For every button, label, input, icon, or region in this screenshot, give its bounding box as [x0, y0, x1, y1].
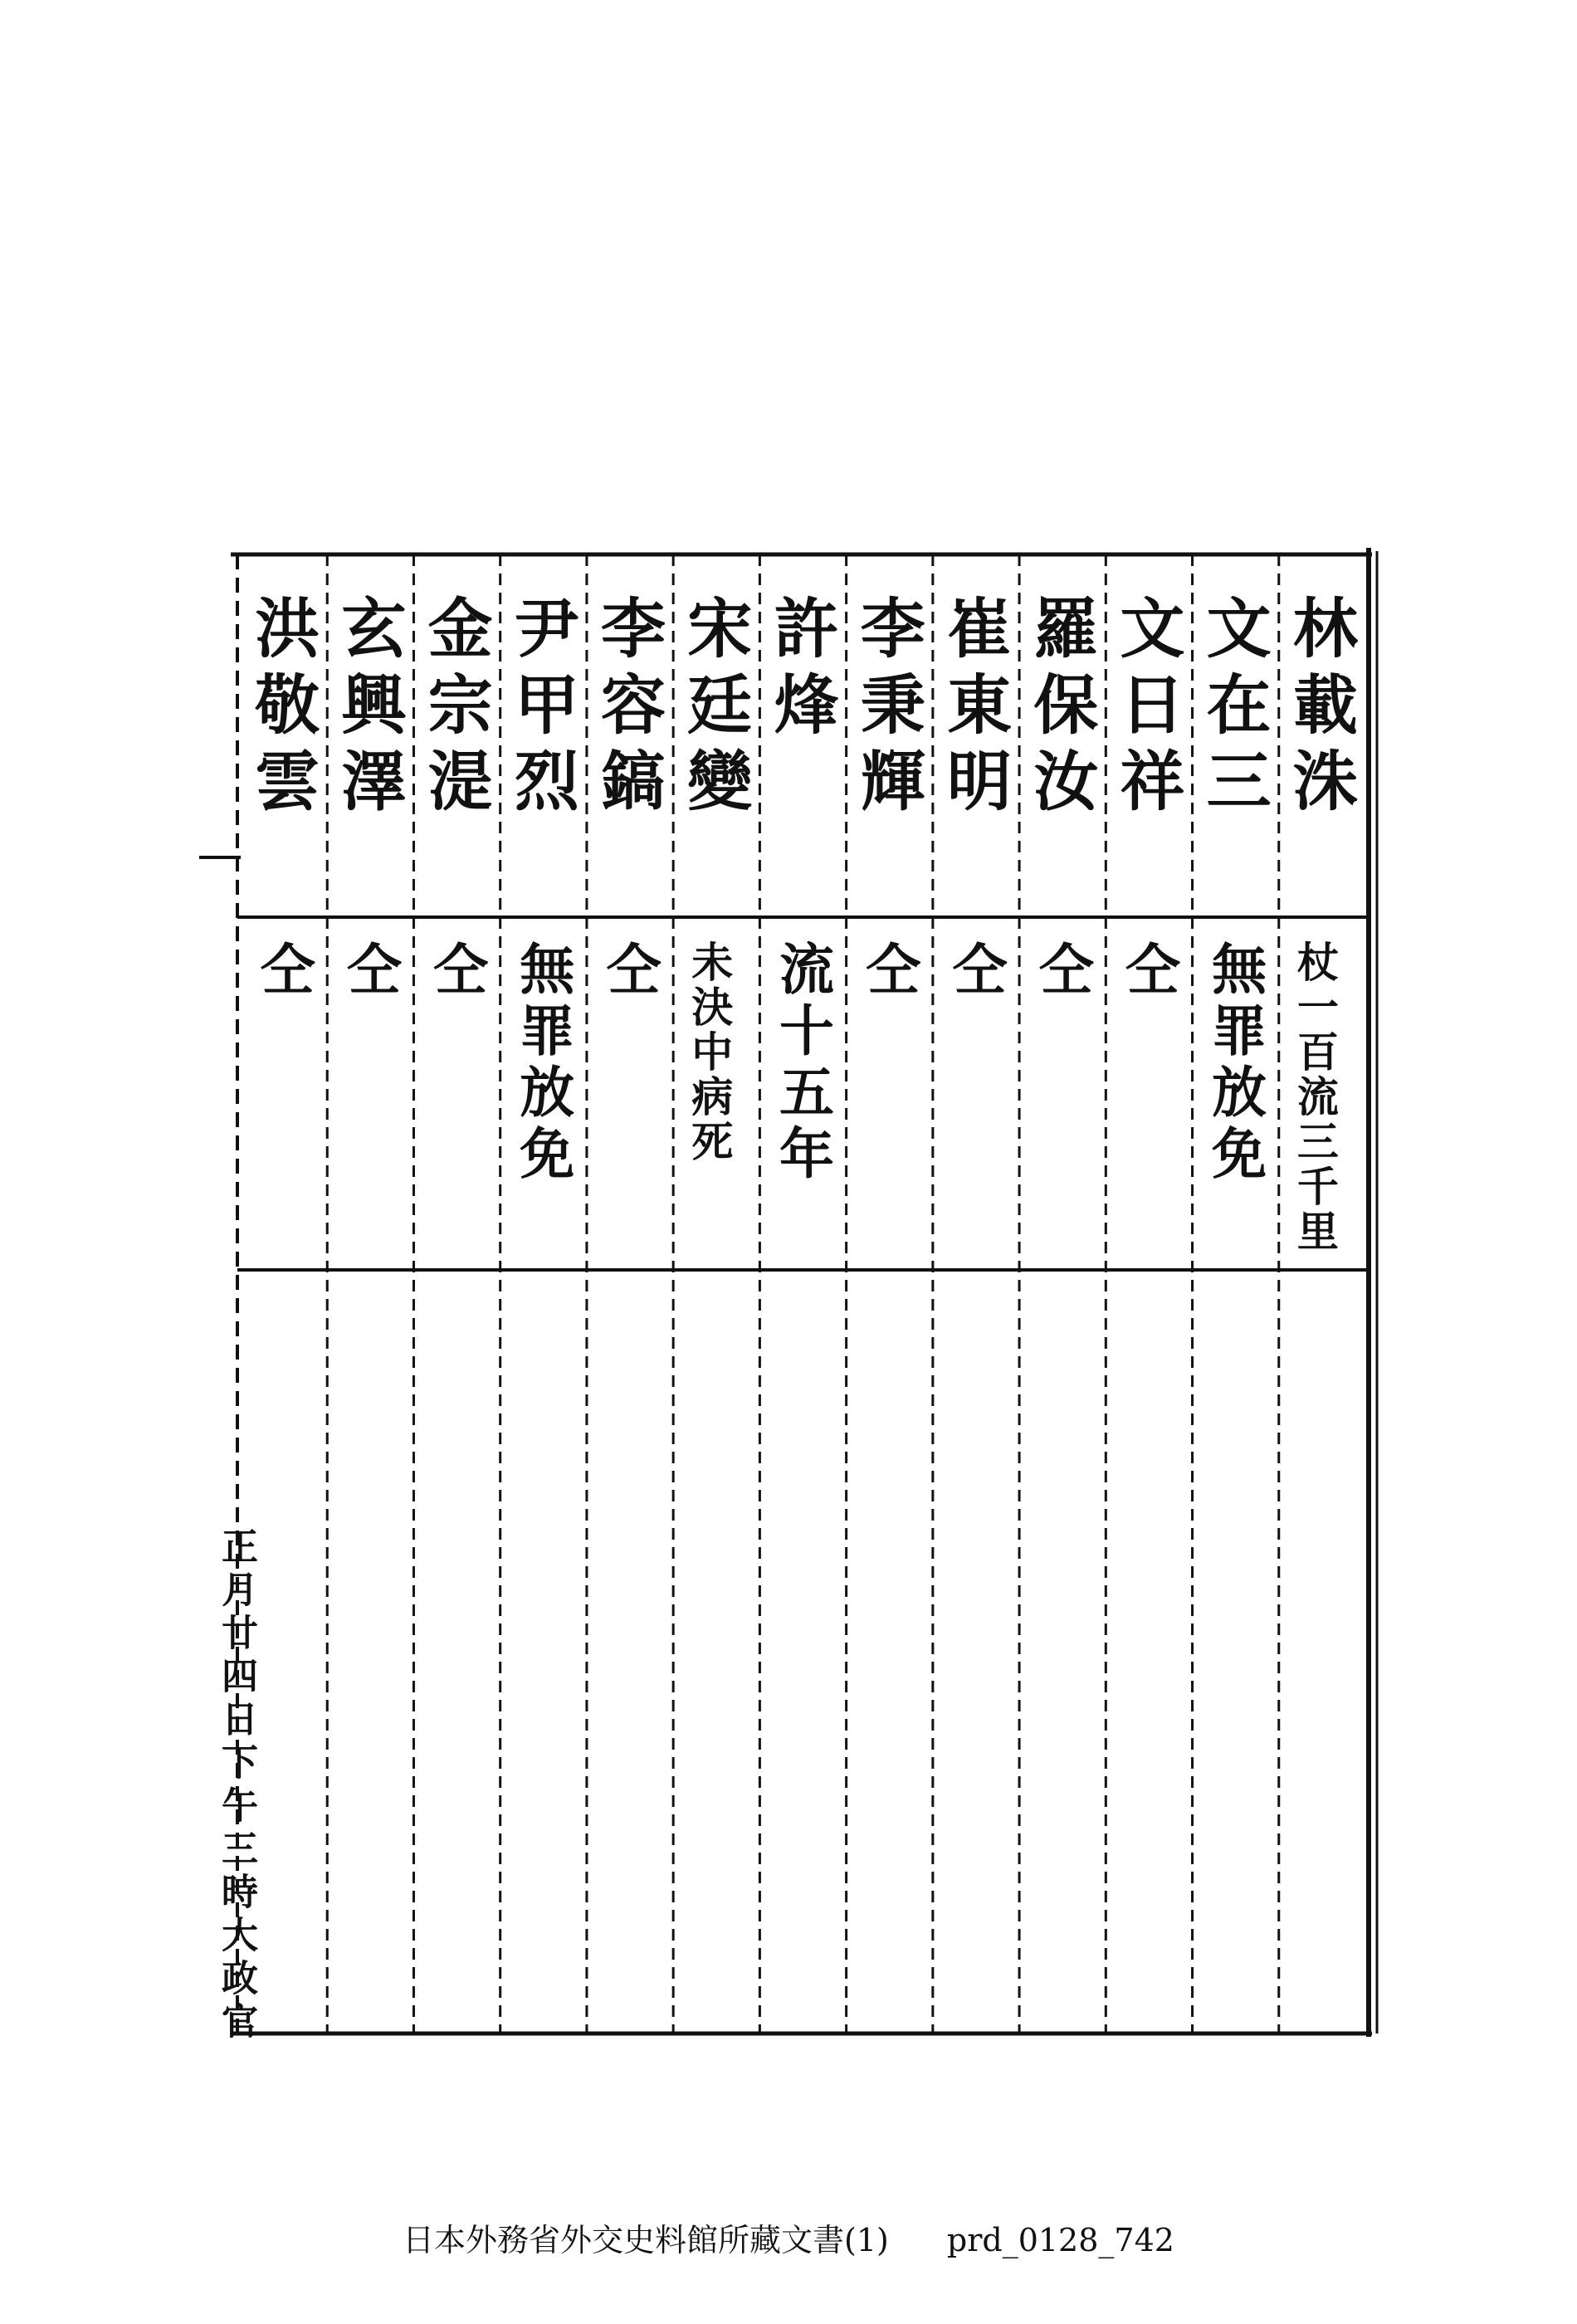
footer-caption	[0, 2214, 1577, 2260]
ledger-name-cell: 李秉輝	[849, 594, 925, 823]
ledger-name-cell: 文日祥	[1109, 594, 1185, 823]
ledger-sentence-cell: 仝	[1029, 940, 1095, 1002]
ledger-sentence-cell: 杖一百流三千里	[1290, 940, 1340, 1254]
ledger-sentence-cell: 仝	[423, 940, 489, 1002]
ledger-name-cell: 林載洙	[1282, 594, 1358, 823]
ledger-sentence-cell: 仝	[1116, 940, 1181, 1002]
ledger-sentence-cell: 仝	[597, 940, 662, 1002]
margin-annotation: 正月廿四日下午三時大政官	[215, 1527, 257, 2045]
footer-source: 日本外務省外交史料館所藏文書(1)	[403, 2222, 889, 2258]
ledger-name-cell: 金宗湜	[417, 594, 493, 823]
ledger-name-cell: 洪敬雲	[244, 594, 320, 823]
ledger-sentence-cell: 仝	[251, 940, 316, 1002]
footer-code: prd_0128_742	[946, 2222, 1174, 2258]
ledger-name-cell: 李容鎬	[590, 594, 666, 823]
ledger-name-cell: 宋廷變	[676, 594, 753, 823]
ledger-sentence-cell: 流十五年	[769, 940, 835, 1186]
ledger-name-cell: 文在三	[1195, 594, 1272, 823]
ledger-name-cell: 許烽	[763, 594, 839, 747]
ledger-sentence-cell: 無罪放免	[1202, 940, 1267, 1186]
ledger-sentence-cell: 仝	[856, 940, 921, 1002]
ledger-sentence-cell: 仝	[337, 940, 403, 1002]
ledger-name-cell: 尹甲烈	[503, 594, 579, 823]
ledger-sentence-cell: 仝	[942, 940, 1008, 1002]
ledger-name-cell: 崔東明	[935, 594, 1012, 823]
ledger-sentence-cell: 未決中病死	[685, 940, 735, 1164]
ledger-name-cell: 羅保汝	[1023, 594, 1099, 823]
ledger-name-cell: 玄興澤	[330, 594, 407, 823]
ledger-sentence-cell: 無罪放免	[510, 940, 575, 1186]
